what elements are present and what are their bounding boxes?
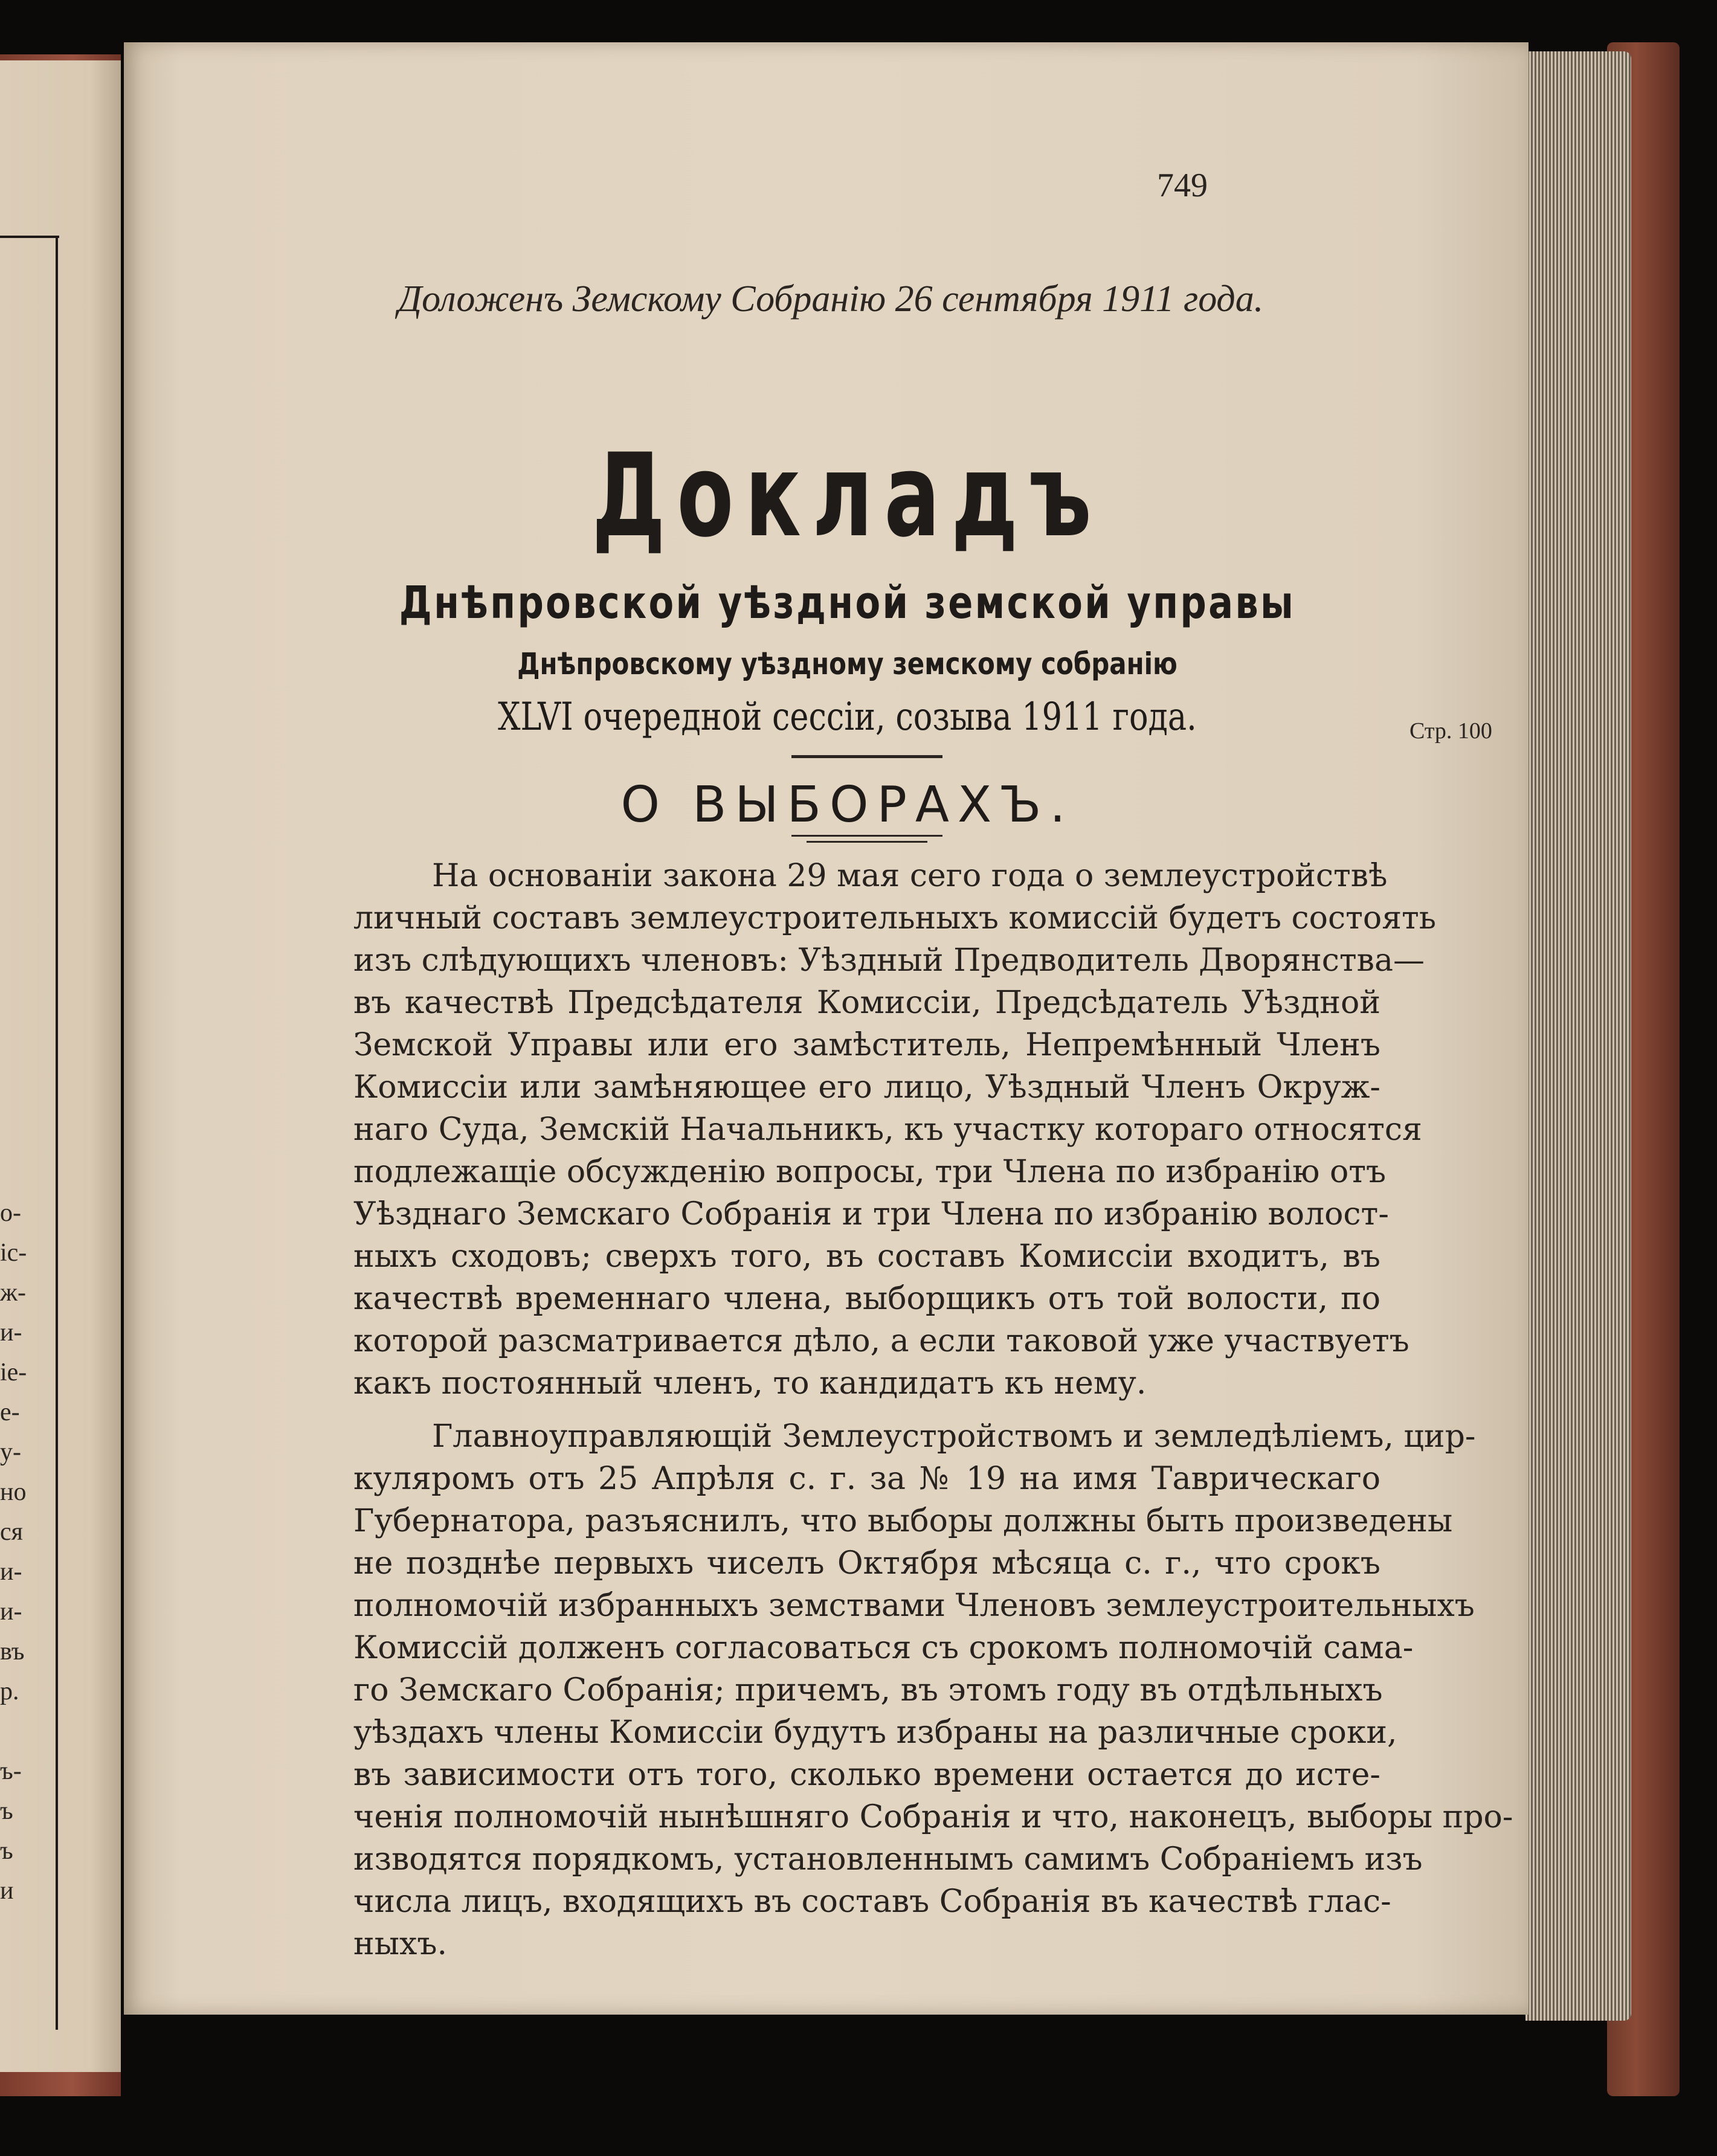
left-page-fragment: и- xyxy=(0,1598,22,1626)
page-stack-edge xyxy=(1525,51,1631,2021)
text-line: изъ слѣдующихъ членовъ: Уѣздный Предводитель Дворянства— xyxy=(353,942,1425,979)
left-page-fragment: ъ xyxy=(0,1797,13,1825)
left-page-fragment: іс- xyxy=(0,1239,27,1267)
left-page-text-fragments xyxy=(0,1193,54,1911)
left-page-fragment: ж- xyxy=(0,1279,27,1307)
paragraph-2 xyxy=(353,1415,1513,1965)
left-page-fragment: ъ xyxy=(0,1837,13,1865)
left-page-fragment: и xyxy=(0,1877,14,1905)
text-line: ныхъ сходовъ; сверхъ того, въ составъ Комиссiи входитъ, въ xyxy=(353,1238,1380,1275)
text-line: го Земскаго Собранiя; причемъ, въ этомъ году въ отдѣльныхъ xyxy=(353,1672,1383,1708)
left-page-fragment: у- xyxy=(0,1438,21,1466)
section-title: О ВЫБОРАХЪ. xyxy=(620,776,1074,834)
subtitle-assembly: Днѣпровскому уѣздному земскому собранiю xyxy=(517,646,1177,681)
text-line: качествѣ временнаго члена, выборщикъ отъ той волости, по xyxy=(353,1281,1380,1317)
text-line: Главноуправляющiй Землеустройствомъ и земледѣлiемъ, цир- xyxy=(432,1418,1476,1455)
divider-rule-double-bottom xyxy=(807,841,927,843)
left-page-fragment: ъ- xyxy=(0,1757,22,1785)
text-line: не позднѣе первыхъ чиселъ Октября мѣсяца с. г., что срокъ xyxy=(353,1545,1380,1582)
left-page-fragment: ся xyxy=(0,1518,23,1546)
page-number: 749 xyxy=(1157,167,1208,204)
paragraph-1 xyxy=(353,855,1437,1405)
left-page-fragment: въ xyxy=(0,1638,25,1665)
left-page-fragment: и- xyxy=(0,1558,22,1586)
left-page-fragment: р. xyxy=(0,1678,19,1705)
text-line: Комиссiй долженъ согласоваться съ срокомъ полномочiй сама- xyxy=(353,1630,1414,1666)
text-line: ченiя полномочiй нынѣшняго Собранiя и что, наконецъ, выборы про- xyxy=(353,1799,1513,1835)
left-page-frame-rule xyxy=(56,236,58,2030)
text-line: полномочiй избранныхъ земствами Членовъ землеустроительныхъ xyxy=(353,1588,1475,1624)
document-title: Докладъ xyxy=(591,429,1103,562)
text-line: уѣздахъ члены Комиссiи будутъ избраны на различные сроки, xyxy=(353,1714,1397,1751)
left-page-fragment: іе- xyxy=(0,1359,27,1386)
text-line: ныхъ. xyxy=(353,1926,447,1962)
left-page-fragment: о- xyxy=(0,1199,21,1227)
left-page-frame-top xyxy=(0,236,59,238)
text-line: Губернатора, разъяснилъ, что выборы должны быть произведены xyxy=(353,1503,1453,1539)
left-page-fragment: и- xyxy=(0,1319,22,1347)
left-page-fragment: но xyxy=(0,1478,27,1506)
text-line: числа лицъ, входящихъ въ составъ Собранiя въ качествѣ глас- xyxy=(353,1884,1391,1920)
text-line: личный составъ землеустроительныхъ комиссiй будетъ состоять xyxy=(353,900,1437,936)
document-page xyxy=(124,42,1529,2015)
divider-rule xyxy=(791,755,942,758)
text-line: наго Суда, Земскiй Начальникъ, къ участку котораго относятся xyxy=(353,1112,1422,1148)
text-line: подлежащiе обсужденiю вопросы, три Члена по избранiю отъ xyxy=(353,1154,1387,1190)
divider-rule-double-top xyxy=(791,835,942,837)
left-page-fragment xyxy=(0,1711,54,1751)
text-line: На основанiи закона 29 мая сего года о землеустройствѣ xyxy=(432,858,1388,894)
subtitle-board: Днѣпровской уѣздной земской управы xyxy=(399,577,1296,629)
margin-note: Стр. 100 xyxy=(1409,718,1492,744)
text-line: въ зависимости отъ того, сколько времени остается до истe- xyxy=(353,1757,1380,1793)
left-facing-page xyxy=(0,60,121,2072)
text-line: изводятся порядкомъ, установленнымъ самимъ Собранiемъ изъ xyxy=(353,1841,1423,1878)
text-line: Комиссiи или замѣняющее его лицо, Уѣздный Членъ Окруж- xyxy=(353,1069,1380,1105)
text-line: куляромъ отъ 25 Апрѣля с. г. за № 19 на имя Таврическаго xyxy=(353,1461,1380,1497)
text-line: въ качествѣ Предсѣдателя Комиссiи, Предсѣдатель Уѣздной xyxy=(353,985,1380,1021)
header-line: Доложенъ Земскому Собранiю 26 сентября 1911 года. xyxy=(398,278,1264,320)
text-line: которой разсматривается дѣло, а если таковой уже участвуетъ xyxy=(353,1323,1409,1359)
text-line: Земской Управы или его замѣститель, Непремѣнный Членъ xyxy=(353,1027,1380,1063)
subtitle-session: XLVI очередной сессiи, созыва 1911 года. xyxy=(498,695,1197,739)
body-text xyxy=(353,855,1513,1965)
text-line: какъ постоянный членъ, то кандидатъ къ нему. xyxy=(353,1365,1147,1401)
left-page-fragment: е- xyxy=(0,1398,20,1426)
text-line: Уѣзднаго Земскаго Собранiя и три Члена по избранiю волост- xyxy=(353,1196,1389,1232)
